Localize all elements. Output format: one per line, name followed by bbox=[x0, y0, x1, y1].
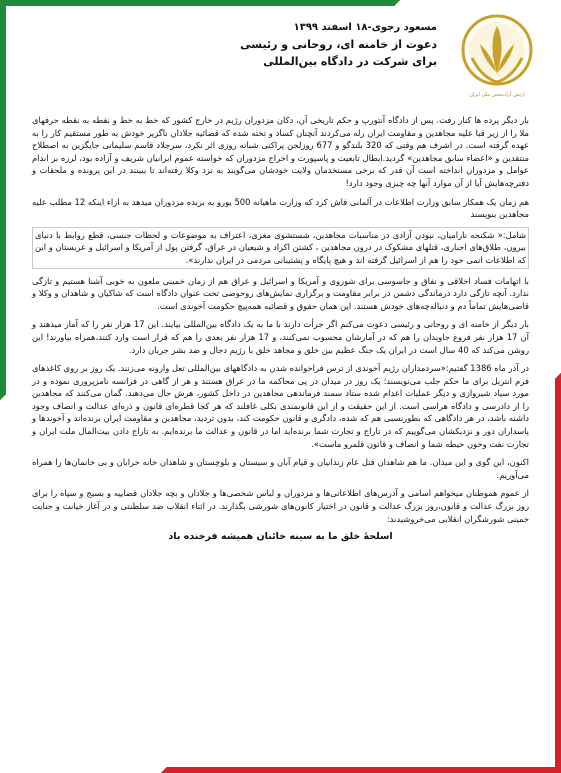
paragraph: اکنون، این گوی و این میدان. ما هم شاهدان قتل عام زندانیان و قیام آبان و سیستان و بلوچستان و شاهدان خانه خرابان و بی خانمان‌ها را همراه می‌آوریم. bbox=[32, 457, 529, 480]
header bbox=[14, 12, 547, 110]
paragraph: از عموم هموطنان میخواهم اسامی و آدرس‌های اطلاعاتی‌ها و مزدوران و لباس شخصی‌ها و جلادان و بچه جلادان قضاییه و بسیج و سپاه را برای روز بزرگ عدالت و قانون،روز بزرگ عدالت و قانون در اختیار کانون‌های شورشی بگذارند. در اثناء انقلاب ضد سلطنتی و در آغاز خیانت و جنایت خمینی شورشگران انقلابی می‌خروشیدند: bbox=[32, 488, 529, 524]
paragraph: بار دیگر از خامنه ای و روحانی و رئیسی دعوت می‌کنم اگر جرأت دارند با ما به یک دادگاه بین‌المللی بیایند. این 17 هزار نفر را که آمار میدهند و آن 17 هزار نفر فروغ جاویدان را هم که در آمارشان محسوب نمی‌کنند، و 17 هزار نفر بعدی را هم که قرار است وارد کنند،همراه بیاورند! این روشن می‌کند که 40 سال است در ایران یک جنگ عظیم بین خلق و مجاهد خلق با رژیم دجال و ضد بشر جریان دارد. bbox=[32, 319, 530, 355]
paragraph: بار دیگر پرده ها کنار رفت. پس از دادگاه آنتورپ و حکم تاریخی آن، دکان مزدوران رژیم در خارج کشور که خط به خط و نقطه به نقطه حرفهای ملا را از زیر قبا علیه مجاهدین و مقاومت ایران رله می‌کردند آنچنان کساد و تخته شده که قضائیه جلادان ناگزیر خودش به طور مستقیم کار را به عهده گرفته است. در اشرف هم وقتی که 320 بلندگو و 677 روزلجن پراکنی شبانه روزی اثر نکرد، سرجلاد قاسم سلیمانی جایگزین به اصطلاح منتقدین و «اعضاء سابق مجاهدین» گردید.ابطال تابعیت و پاسپورت و اخراج مزدوران که خواسته عموم ایرانیان شریف و آزاده بود، لرزه بر اندام عوامل و مزدوران انداخته است آن قدر که برخی مستخدمان ولایت خودشان می‌گویند به نزد وکلا رفته‌اند تا ببینند در این پرونده و ملحقات و دفترچه‌هایش آیا از آن موارد آنها چه چیزی وجود دارد! bbox=[32, 115, 529, 188]
logo-caption: ارتش آزادیبخش ملی ایران bbox=[469, 92, 525, 98]
closing-slogan: اسلحهٔ خلق ما به سینه خائنان همیشه فرخنده باد bbox=[168, 531, 393, 543]
paragraph: در آذر ماه 1386 گفتیم:«سردمداران رژیم آخوندی از ترس فراخوانده شدن به دادگاههای بین‌المللی تعل وارونه می‌زنند. یک روز بر روی کاغذهای فرم انتربل برای ما حکم جلب می‌نویسند؛ یک روز در میدان در پی محاکمه ما در عراق هستند و هر از گاهی در فرانسه نامزپروری نموده و در مورد سیاد شیروازی و دیگر عملیات اعدام شده ستاد سمند فرماندهی مجاهدین در داخل کشور، هرش حال می‌دهند. گمان می‌کنند که مجاهدین را از دادرسی و دادگاه هراسی است. از این حقیقت و از این قانونمندی بکلی غافلند که هر کجا قطره‌ای قانون و ذره‌ای عدالت و انصاف وجود داشته باشد، در هر دادگاهی که بطورنسبی هم که شده، دادگری و قانون حکومت کند، بدون تردید، مجاهدین و مقاومت ایران برنده‌اند و آخوندها و پاسداران دور و نزدیکشان می‌گوییم که در تاراج و تجارت شما برنده‌اید اما در قانون و عدالت ما برنده‌ایم. به تاراج دادن بیت‌المال ملت ایران و تجارت نفت وخون حیطه شما و انصاف و قانون قلمرو ماست». bbox=[32, 363, 529, 449]
quoted-list-paragraph: شامل:« شکنجه نارامیان، نبودن آزادی در مناسبات مجاهدین، شستشوی مغزی، اعتراف به موضوعات و لحظات جنسی، قطع روابط با دنیای بیرون، طلاق‌های اجباری، قتلهای مشکوک در درون مجاهدین ، کشتن اکراد و شیعیان در عراق، گرفتن پول از آمریکا و اسرائیل و عربستان و این که اطلاعات اتمی خود را هم از اسرائیل گرفته اند و هیچ پایگاه و پشتیبانی مردمی در ایران ندارند». bbox=[32, 227, 529, 269]
paragraph: با اتهامات فساد اخلاقی و نفاق و جاسوسی برای شوروی و آمریکا و اسرائیل و عراق هم از زمان خمینی ملعون به خوبی آشنا هستیم و تازگی ندارد. آنچه تازگی دارد درماندگی دشمن در برابر مقاومت و برگزاری نمایش‌های روحوضی تحت عنوان دادگاه است که شاکیان و شاهدان و وکلا و قاضی‌هایش تماماً دم و دنباله‌چه‌های خودش هستند. این همان حقوق و قضائیه همه‌پیچ حکومت آخوندی است. bbox=[32, 275, 529, 311]
author-date: مسعود رجوی-۱۸ اسفند ۱۳۹۹ bbox=[293, 22, 437, 33]
title-line-2: برای شرکت در دادگاه بین‌المللی bbox=[263, 55, 437, 68]
statement-page bbox=[14, 12, 547, 761]
wheat-emblem-icon bbox=[458, 14, 536, 92]
title-line-1: دعوت از خامنه ای، روحانی و رئیسی bbox=[240, 38, 437, 51]
paragraph: هم زمان یک همکار سابق وزارت اطلاعات در آلمانی فاش کرد که وزارت ماهیانه 500 یورو به بریده مزدوران میدهد به ازاء اینکه 12 مطلب علیه مجاهدین بنویسند bbox=[32, 196, 529, 220]
title-block bbox=[24, 22, 437, 72]
article-body bbox=[32, 114, 529, 749]
organization-logo bbox=[455, 14, 539, 106]
